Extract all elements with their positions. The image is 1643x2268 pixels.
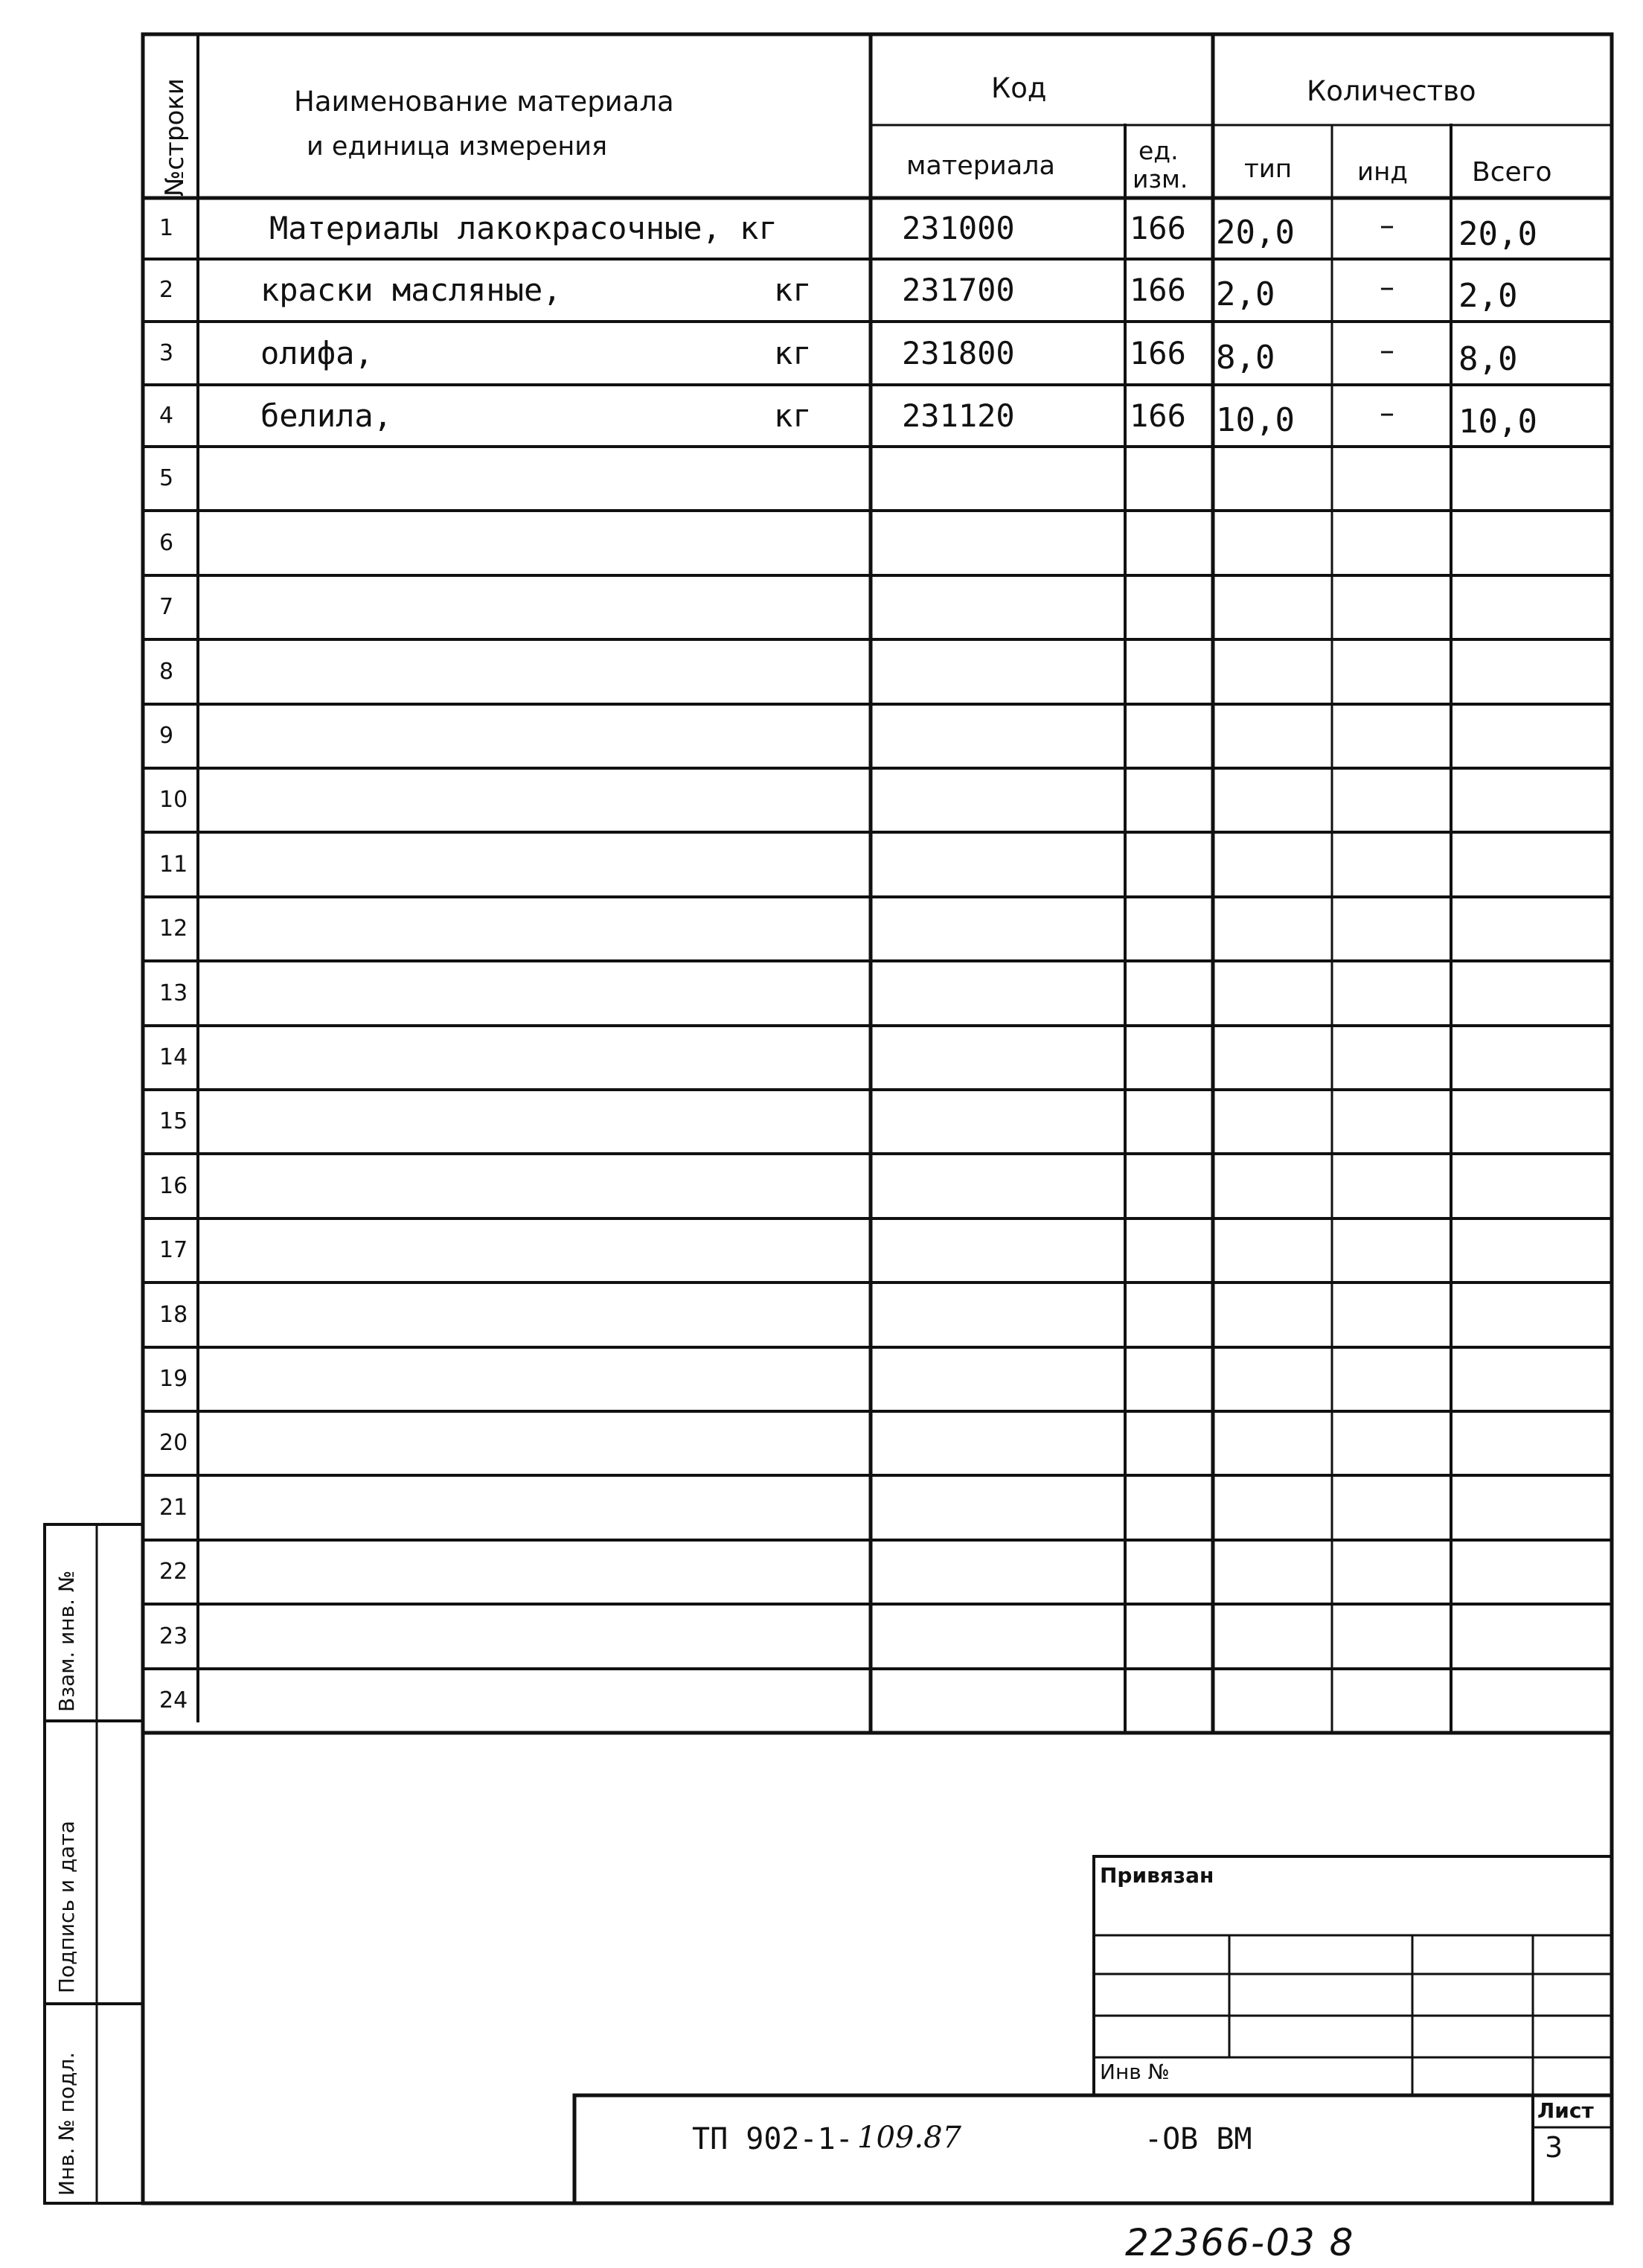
row-number-cell: 6: [159, 530, 174, 556]
table-row: [0, 575, 1643, 639]
side-vzam-label: Взам. инв. №: [54, 1570, 79, 1712]
side-inv-podl-label: Инв. № подл.: [54, 2051, 79, 2196]
table-row: [0, 704, 1643, 768]
row-number-cell: 7: [159, 594, 174, 620]
material-code-cell: 231120: [902, 397, 1015, 434]
qty-ind-header: инд: [1357, 157, 1408, 187]
material-code-cell: 231800: [902, 335, 1015, 371]
table-row: [0, 385, 1643, 447]
name-header-line2: и единица измерения: [307, 132, 608, 162]
code-header: Код: [991, 72, 1047, 104]
row-number-cell: 17: [159, 1237, 188, 1263]
footer-number: 22366-03 8: [1125, 2221, 1355, 2264]
inv-no-label: Инв №: [1100, 2060, 1170, 2084]
row-number-cell: 14: [159, 1044, 188, 1070]
qty-ind-cell: –: [1380, 208, 1394, 243]
row-number-cell: 5: [159, 465, 174, 491]
row-number-cell: 13: [159, 980, 188, 1006]
row-number-cell: 19: [159, 1366, 188, 1392]
unit-code-cell: 166: [1130, 335, 1186, 371]
table-row: [0, 259, 1643, 322]
row-number-cell: 12: [159, 916, 188, 942]
sheet-number: 3: [1545, 2131, 1563, 2164]
qty-type-cell: 10,0: [1216, 401, 1295, 439]
row-number-cell: 3: [159, 340, 174, 366]
doc-code-handwritten: 109.87: [857, 2121, 961, 2155]
qty-total-cell: 8,0: [1458, 340, 1518, 378]
quantity-header: Количество: [1307, 75, 1476, 107]
sheet-label: Лист: [1537, 2098, 1594, 2123]
qty-type-cell: 2,0: [1216, 275, 1275, 313]
table-row: [0, 1411, 1643, 1475]
qty-type-header: тип: [1244, 154, 1293, 184]
table-row: [0, 1475, 1643, 1540]
row-number-cell: 8: [159, 659, 174, 685]
privyazan-label: Привязан: [1100, 1863, 1214, 1888]
material-name-cell: белила,: [260, 397, 393, 434]
table-row: [0, 961, 1643, 1026]
name-header-line1: Наименование материала: [294, 86, 674, 118]
doc-code: ТП 902-1-: [692, 2122, 853, 2156]
material-name-cell: Материалы лакокрасочные, кг: [269, 210, 778, 246]
material-unit-name-cell: кг: [774, 335, 812, 371]
table-row: [0, 1282, 1643, 1347]
row-number-cell: 2: [159, 277, 174, 303]
qty-total-cell: 20,0: [1458, 215, 1537, 253]
row-number-cell: 18: [159, 1302, 188, 1328]
table-row: [0, 322, 1643, 385]
material-code-cell: 231000: [902, 210, 1015, 246]
row-number-cell: 16: [159, 1173, 188, 1199]
qty-ind-cell: –: [1380, 270, 1394, 304]
table-row: [0, 897, 1643, 961]
row-number-cell: 11: [159, 852, 188, 878]
row-number-cell: 4: [159, 403, 174, 429]
row-number-cell: 21: [159, 1495, 188, 1521]
code-material-header: материала: [906, 151, 1056, 181]
row-number-cell: 24: [159, 1687, 188, 1713]
table-row: [0, 447, 1643, 511]
qty-type-cell: 8,0: [1216, 339, 1275, 377]
table-row: [0, 832, 1643, 897]
table-row: [0, 1026, 1643, 1090]
row-number-cell: 1: [159, 215, 174, 241]
row-number-cell: 9: [159, 723, 174, 749]
table-row: [0, 1604, 1643, 1669]
doc-suffix: -ОВ ВМ: [1144, 2122, 1252, 2156]
table-row: [0, 1669, 1643, 1733]
table-row: [0, 1090, 1643, 1154]
table-row: [0, 1347, 1643, 1411]
table-row: [0, 1540, 1643, 1604]
row-number-header: №строки: [160, 78, 190, 197]
qty-ind-cell: –: [1380, 333, 1394, 368]
unit-header-line1: ед.: [1138, 136, 1179, 165]
table-row: [0, 1218, 1643, 1282]
row-number-cell: 22: [159, 1559, 188, 1585]
table-row: [0, 1154, 1643, 1218]
unit-code-cell: 166: [1130, 397, 1186, 434]
side-podpis-label: Подпись и дата: [54, 1821, 79, 1993]
material-unit-name-cell: кг: [774, 272, 812, 308]
material-name-cell: краски масляные,: [260, 272, 562, 308]
row-number-cell: 10: [159, 787, 188, 813]
unit-code-cell: 166: [1130, 210, 1186, 246]
qty-total-header: Всего: [1472, 157, 1552, 188]
material-unit-name-cell: кг: [774, 397, 812, 434]
qty-type-cell: 20,0: [1216, 214, 1295, 252]
table-row: [0, 768, 1643, 832]
table-row: [0, 198, 1643, 259]
unit-header-line2: изм.: [1133, 164, 1188, 194]
unit-code-cell: 166: [1130, 272, 1186, 308]
row-number-cell: 23: [159, 1623, 188, 1649]
row-number-cell: 20: [159, 1430, 188, 1456]
table-row: [0, 511, 1643, 575]
row-number-cell: 15: [159, 1108, 188, 1134]
qty-total-cell: 10,0: [1458, 403, 1537, 441]
qty-total-cell: 2,0: [1458, 277, 1518, 315]
material-code-cell: 231700: [902, 272, 1015, 308]
material-name-cell: олифа,: [260, 335, 374, 371]
table-row: [0, 639, 1643, 704]
qty-ind-cell: –: [1380, 396, 1394, 430]
